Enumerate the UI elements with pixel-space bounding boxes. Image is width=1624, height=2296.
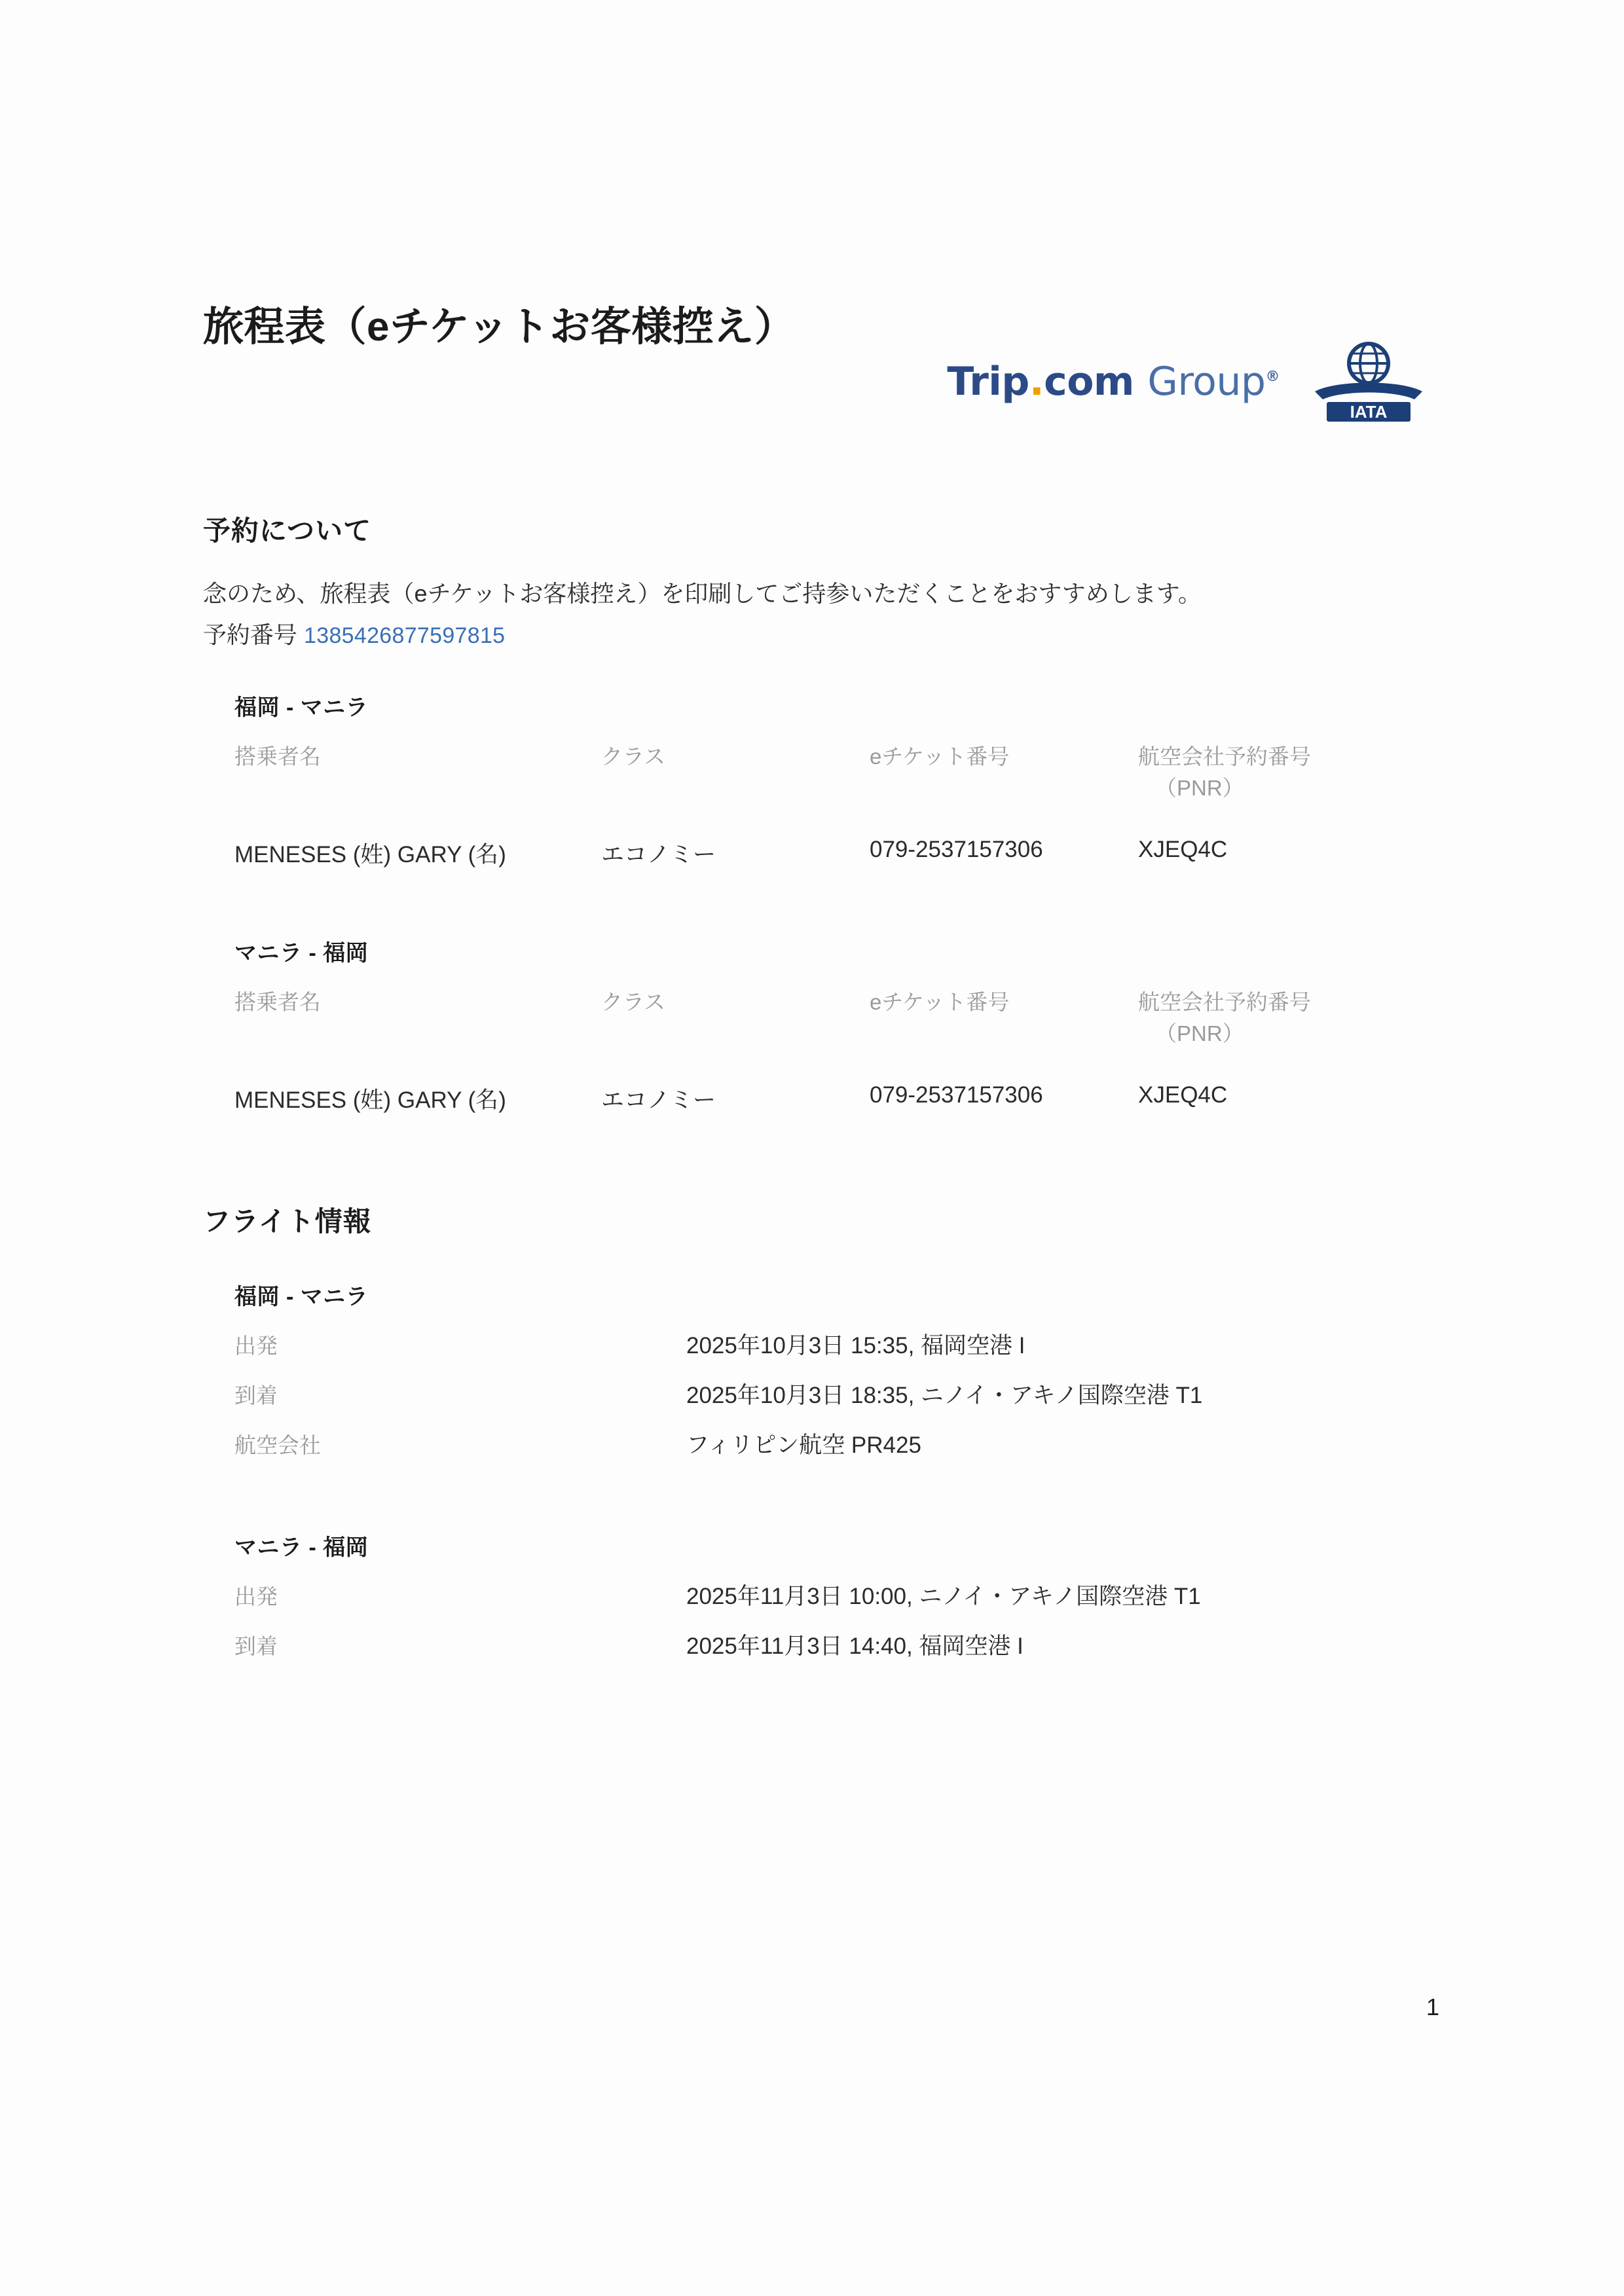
flight-label-departure: 出発: [234, 1584, 278, 1609]
flight-label-airline: 航空会社: [234, 1432, 321, 1457]
iata-wordmark: IATA: [1350, 402, 1388, 422]
flight-value-arrival: 2025年11月3日 14:40, 福岡空港 I: [686, 1633, 1024, 1659]
booking-reference-label: 予約番号: [203, 621, 298, 649]
flight-detail-list: [234, 1328, 1447, 1460]
flight-label-arrival: 到着: [234, 1383, 278, 1408]
cell-passenger: MENESES (姓) GARY (名): [234, 1087, 506, 1113]
flight-label-arrival: 到着: [234, 1633, 278, 1658]
flight-value-airline: フィリピン航空 PR425: [686, 1432, 921, 1458]
flight-route-title: マニラ - 福岡: [234, 1535, 369, 1560]
list-item: [234, 1377, 1447, 1410]
cell-eticket: 079-2537157306: [870, 837, 1043, 862]
cell-class: エコノミー: [601, 1087, 716, 1113]
ticket-route-title: マニラ - 福岡: [234, 941, 369, 966]
column-header-passenger: 搭乗者名: [234, 990, 321, 1014]
cell-eticket: 079-2537157306: [870, 1082, 1043, 1108]
flight-value-arrival: 2025年10月3日 18:35, ニノイ・アキノ国際空港 T1: [686, 1382, 1203, 1408]
booking-section-heading: 予約について: [203, 515, 372, 546]
booking-reference: [203, 617, 1447, 650]
ticket-route-title: 福岡 - マニラ: [234, 695, 369, 721]
ticket-block-outbound: [234, 689, 1447, 869]
flight-label-departure: 出発: [234, 1333, 278, 1358]
column-header-eticket: eチケット番号: [870, 744, 1010, 769]
ticket-block-inbound: [234, 935, 1447, 1115]
cell-pnr: XJEQ4C: [1138, 837, 1228, 862]
table-row: [234, 1056, 1407, 1115]
globe-wings-icon: [1310, 339, 1428, 424]
cell-pnr: XJEQ4C: [1138, 1082, 1228, 1108]
tripcom-logo-dot: .: [1029, 359, 1044, 405]
ticket-table: [234, 741, 1407, 869]
cell-class: エコノミー: [601, 842, 716, 867]
table-header-row: [234, 741, 1407, 811]
flight-route-title: 福岡 - マニラ: [234, 1284, 369, 1309]
list-item: [234, 1628, 1447, 1661]
column-header-pnr-line1: 航空会社予約番号: [1138, 990, 1311, 1014]
tripcom-logo-com: com: [1044, 359, 1134, 405]
cell-passenger: MENESES (姓) GARY (名): [234, 842, 506, 867]
tripcom-logo-group: Group: [1147, 359, 1266, 405]
column-header-pnr-line1: 航空会社予約番号: [1138, 744, 1311, 769]
column-header-class: クラス: [601, 990, 666, 1014]
document-content: [203, 301, 1447, 1678]
flight-value-departure: 2025年11月3日 10:00, ニノイ・アキノ国際空港 T1: [686, 1583, 1201, 1609]
table-header-row: [234, 987, 1407, 1056]
tripcom-group-logo: [947, 359, 1280, 405]
tripcom-logo-trip: Trip: [947, 359, 1029, 405]
table-row: [234, 811, 1407, 869]
flight-block-inbound: [234, 1529, 1447, 1661]
column-header-pnr: [1138, 741, 1407, 811]
tripcom-logo-tm: ®: [1265, 369, 1280, 385]
booking-note: 念のため、旅程表（eチケットお客様控え）を印刷してご持参いただくことをおすすめします。: [203, 580, 1202, 607]
list-item: [234, 1427, 1447, 1460]
list-item: [234, 1328, 1447, 1360]
document-header: [203, 301, 1428, 424]
column-header-eticket: eチケット番号: [870, 990, 1010, 1014]
flight-value-departure: 2025年10月3日 15:35, 福岡空港 I: [686, 1332, 1025, 1358]
flight-info-heading: フライト情報: [203, 1205, 371, 1237]
booking-reference-number: 1385426877597815: [304, 623, 506, 649]
column-header-pnr: [1138, 987, 1407, 1056]
flight-detail-list: [234, 1578, 1447, 1661]
flight-block-outbound: [234, 1279, 1447, 1460]
column-header-class: クラス: [601, 744, 666, 769]
column-header-pnr-line2: （PNR）: [1155, 776, 1244, 801]
iata-logo: [1310, 339, 1428, 424]
page-number: 1: [1426, 1994, 1439, 2020]
list-item: [234, 1578, 1447, 1611]
column-header-pnr-line2: （PNR）: [1155, 1021, 1244, 1046]
brand-logos: [947, 339, 1428, 424]
page-title: 旅程表（eチケットお客様控え）: [203, 304, 796, 350]
column-header-passenger: 搭乗者名: [234, 744, 321, 769]
ticket-table: [234, 987, 1407, 1115]
